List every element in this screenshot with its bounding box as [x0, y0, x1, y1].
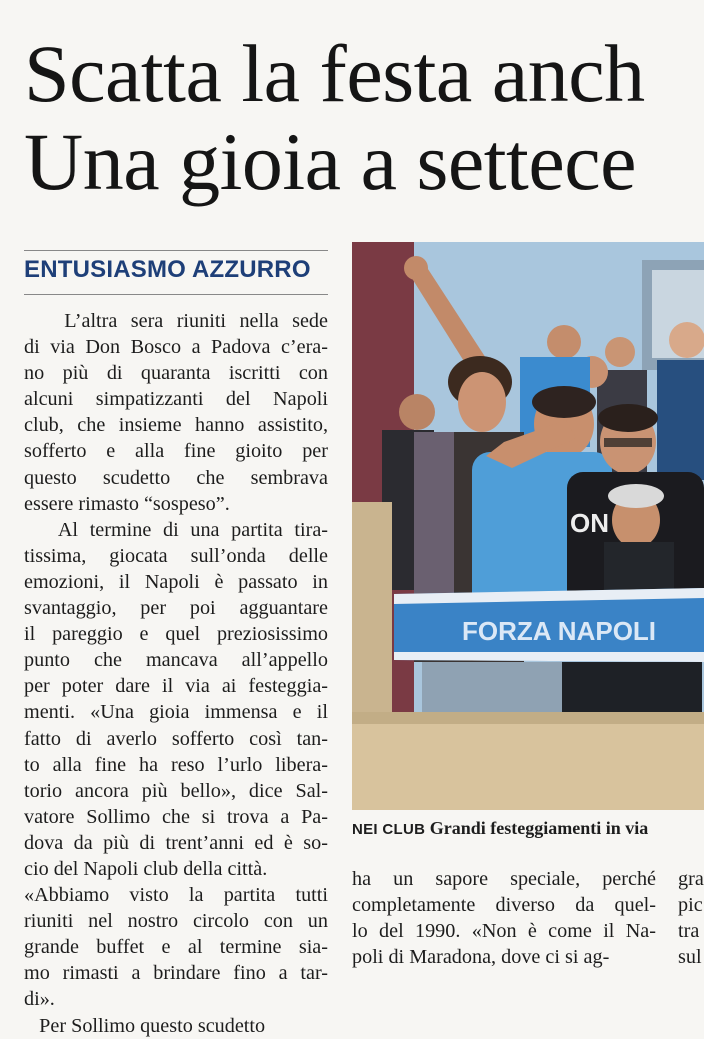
text-line: vatore Sollimo che si trova a Pa-	[24, 805, 328, 828]
text-line: ha un sapore speciale, perché	[352, 868, 656, 890]
shirt-print-text: ON	[570, 508, 609, 538]
text-line: questo scudetto che sembrava	[24, 466, 328, 489]
text-line: grande buffet e al termine sia-	[24, 936, 328, 959]
text-line: no più di quaranta iscritti con	[24, 362, 328, 385]
text-line: poli di Maradona, dove ci si ag-	[352, 946, 610, 969]
text-line: pic	[678, 894, 703, 917]
article-photo	[352, 242, 704, 810]
headline	[24, 30, 645, 206]
text-line: lo del 1990. «Non è come il Na-	[352, 920, 656, 943]
text-line: per poter dare il via ai festeggia-	[24, 675, 328, 698]
article-column-3	[678, 866, 704, 970]
text-line: club, che insieme hanno assistito,	[24, 414, 328, 437]
text-line: completamente diverso da quel-	[352, 894, 656, 917]
section-label: ENTUSIASMO AZZURRO	[24, 256, 311, 283]
text-line: fatto di averlo sofferto così tan-	[24, 727, 328, 750]
caption-text: Grandi festeggiamenti in via	[429, 818, 649, 838]
text-line: Per Sollimo questo scudetto	[24, 1014, 266, 1037]
headline-line-1: Scatta la festa anch	[24, 28, 645, 119]
article-column-1	[24, 308, 328, 1039]
photo-caption	[352, 818, 648, 839]
article-column-2	[352, 866, 656, 970]
text-line: dova da più di trent’anni ed è so-	[24, 831, 328, 854]
text-line: punto che mancava all’appello	[24, 649, 328, 672]
text-line: mo rimasti a brindare fino a tar-	[24, 962, 328, 985]
scarf-text: FORZA NAPOLI	[462, 616, 657, 646]
text-line: alcuni simpatizzanti del Napoli	[24, 388, 328, 411]
text-line: L’altra sera riuniti nella sede	[24, 310, 328, 332]
text-line: emozioni, il Napoli è passato in	[24, 570, 328, 593]
text-line: to alla fine ha reso l’urlo libera-	[24, 753, 328, 776]
text-line: di».	[24, 988, 55, 1011]
text-line: sul	[678, 946, 702, 969]
text-line: Al termine di una partita tira-	[24, 518, 328, 541]
section-top-rule	[24, 250, 328, 251]
text-line: «Abbiamo visto la partita tutti	[24, 884, 328, 907]
section-bottom-rule	[24, 294, 328, 295]
caption-tag: NEI CLUB	[352, 821, 426, 838]
text-line: svantaggio, per poi agguantare	[24, 597, 328, 620]
text-line: gra	[678, 868, 704, 890]
text-line: tissima, giocata sull’onda delle	[24, 544, 328, 567]
text-line: il pareggio e quel preziosissimo	[24, 623, 328, 646]
text-line: di via Don Bosco a Padova c’era-	[24, 336, 328, 359]
headline-line-2: Una gioia a settece	[24, 116, 637, 207]
text-line: cio del Napoli club della città.	[24, 857, 268, 880]
text-line: riuniti nel nostro circolo con un	[24, 910, 328, 933]
text-line: torio ancora più bello», dice Sal-	[24, 779, 328, 802]
text-line: sofferto e alla fine gioito per	[24, 440, 328, 463]
text-line: tra	[678, 920, 700, 943]
text-line: menti. «Una gioia immensa e il	[24, 701, 328, 724]
text-line: essere rimasto “sospeso”.	[24, 492, 230, 515]
